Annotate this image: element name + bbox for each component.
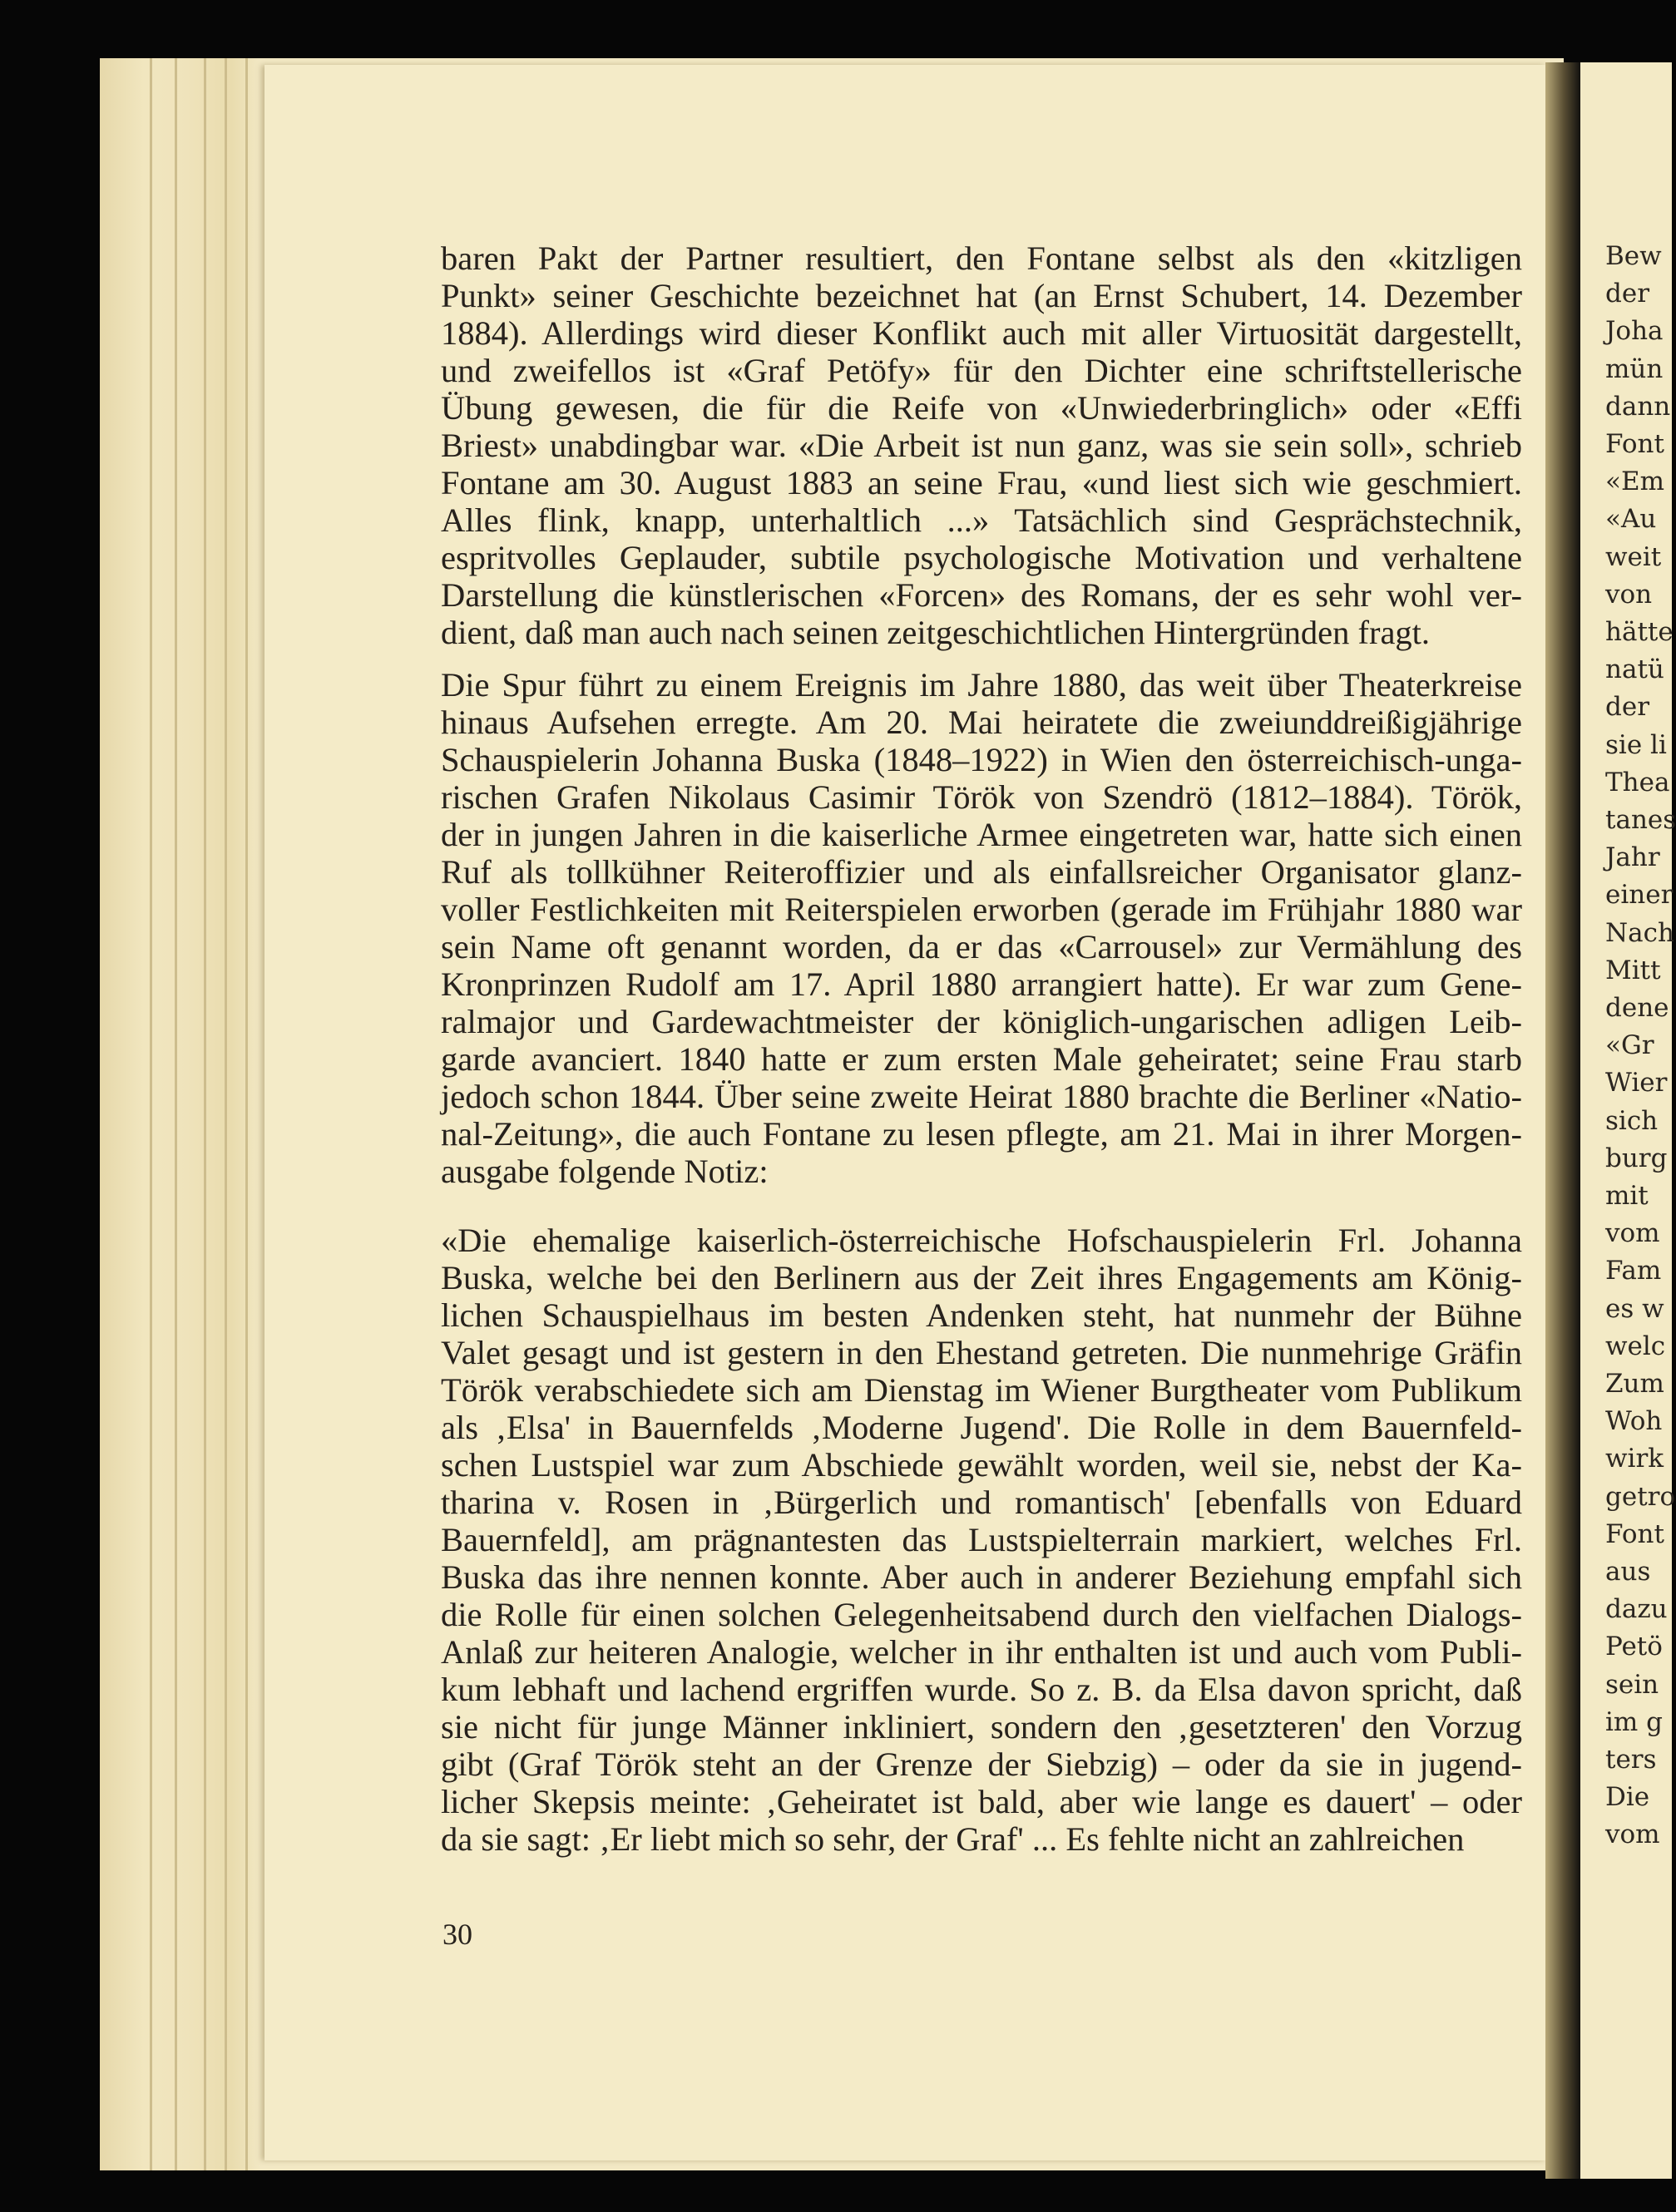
facing-page-text-fragment: vom (1605, 1819, 1660, 1850)
text-line: nal-Zeitung», die auch Fontane zu lesen pflegte, am 21. Mai in ihrer Morgen- (441, 1115, 1522, 1153)
facing-page-text-fragment: Zum (1605, 1369, 1664, 1399)
text-line: Ruf als tollkühner Reiteroffizier und als einfallsreicher Organisator glanz- (441, 853, 1522, 891)
facing-page-text-fragment: Petö (1605, 1632, 1663, 1662)
text-line: sie nicht für junge Männer inkliniert, sondern den ‚gesetzteren' den Vorzug (441, 1708, 1522, 1745)
text-line: Anlaß zur heiteren Analogie, welcher in ihr enthalten ist und auch vom Publi- (441, 1633, 1522, 1671)
text-line: dient, daß man auch nach seinen zeitgeschichtlichen Hintergründen fragt. (441, 614, 1431, 651)
facing-page-text-fragment: Font (1605, 429, 1664, 459)
facing-page-text-fragment: «Au (1605, 504, 1657, 535)
facing-page-text-fragment: mit (1605, 1181, 1649, 1211)
facing-page-text-fragment: wirk (1605, 1444, 1664, 1474)
text-line: «Die ehemalige kaiserlich-österreichische Hofschauspielerin Frl. Johanna (441, 1222, 1522, 1259)
facing-page-text-fragment: im g (1605, 1706, 1664, 1737)
facing-page-text-fragment: getro (1605, 1481, 1676, 1512)
text-line: ausgabe folgende Notiz: (441, 1153, 769, 1190)
text-line: Valet gesagt und ist gestern in den Ehestand getreten. Die nunmehrige Gräfin (441, 1334, 1522, 1371)
text-line: Bauernfeld], am prägnantesten das Lustspielterrain markiert, welches Frl. (441, 1521, 1522, 1558)
text-line: der in jungen Jahren in die kaiserliche Armee eingetreten war, hatte sich einen (441, 816, 1522, 853)
text-line: sein Name oft genannt worden, da er das «Carrousel» zur Vermählung des (441, 928, 1522, 965)
text-line: Übung gewesen, die für die Reife von «Unwiederbringlich» oder «Effi (441, 389, 1522, 427)
facing-page-text-fragment: dazu (1605, 1594, 1668, 1625)
text-line: rischen Grafen Nikolaus Casimir Török von Szendrö (1812–1884). Török, (441, 778, 1522, 816)
text-line: baren Pakt der Partner resultiert, den Fontane selbst als den «kitzligen (441, 239, 1522, 277)
text-line: jedoch schon 1844. Über seine zweite Heirat 1880 brachte die Berliner «Natio- (441, 1078, 1522, 1115)
facing-page-text-fragment: sie li (1605, 729, 1667, 760)
text-line: Die Spur führt zu einem Ereignis im Jahre 1880, das weit über Theaterkreise (441, 666, 1522, 704)
facing-page-text-fragment: Wier (1605, 1068, 1668, 1099)
text-line: lichen Schauspielhaus im besten Andenken steht, hat nunmehr der Bühne (441, 1296, 1522, 1334)
text-line: 1884). Allerdings wird dieser Konflikt auch mit aller Virtuosität dargestellt, (441, 314, 1522, 352)
facing-page-text-fragment: der (1605, 279, 1650, 309)
text-line: gibt (Graf Török steht an der Grenze der Siebzig) – oder da sie in jugend- (441, 1745, 1522, 1783)
facing-page-text-fragment: Jahr (1605, 842, 1660, 873)
facing-page-text-fragment: Thea (1605, 767, 1670, 797)
text-line: schen Lustspiel war zum Abschiede gewählt worden, weil sie, nebst der Ka- (441, 1446, 1522, 1484)
text-line: ralmajor und Gardewachtmeister der königlich-ungarischen adligen Leib- (441, 1003, 1522, 1040)
facing-page-text-fragment: tanes (1605, 805, 1676, 835)
text-line: da sie sagt: ‚Er liebt mich so sehr, der Graf' ... Es fehlte nicht an zahlreichen (441, 1820, 1465, 1858)
text-line: hinaus Aufsehen erregte. Am 20. Mai heiratete die zweiunddreißigjährige (441, 704, 1522, 741)
facing-page-text-fragment: aus (1605, 1557, 1651, 1587)
facing-page-text-fragment: ters (1605, 1745, 1657, 1775)
page-edge (204, 58, 206, 2170)
text-line: Török verabschiedete sich am Dienstag im Wiener Burgtheater vom Publikum (441, 1371, 1522, 1409)
page-number: 30 (442, 1918, 472, 1951)
facing-page-text-fragment: Die (1605, 1782, 1650, 1813)
facing-page-text-fragment: es w (1605, 1293, 1664, 1324)
facing-page-text-fragment: einer (1605, 880, 1674, 911)
text-line: garde avanciert. 1840 hatte er zum ersten Male geheiratet; seine Frau starb (441, 1040, 1522, 1078)
facing-page-text-fragment: Joha (1605, 316, 1664, 347)
text-line: Buska das ihre nennen konnte. Aber auch in anderer Beziehung empfahl sich (441, 1558, 1522, 1596)
facing-page-text-fragment: von (1605, 579, 1653, 610)
page-edge (150, 58, 152, 2170)
facing-page-text-fragment: sein (1605, 1669, 1659, 1700)
page-edge (225, 58, 227, 2170)
text-line: voller Festlichkeiten mit Reiterspielen erworben (gerade im Frühjahr 1880 war (441, 891, 1522, 928)
page-edge (175, 58, 177, 2170)
facing-page-text-fragment: Woh (1605, 1406, 1663, 1437)
facing-page-text-fragment: weit (1605, 541, 1662, 572)
facing-page-text-fragment: Nach (1605, 917, 1674, 948)
text-line: Fontane am 30. August 1883 an seine Frau, «und liest sich wie geschmiert. (441, 464, 1522, 501)
text-line: licher Skepsis meinte: ‚Geheiratet ist bald, aber wie lange es dauert' – oder (441, 1783, 1522, 1820)
facing-page-text-fragment: dene (1605, 993, 1669, 1023)
facing-page-text-fragment: burg (1605, 1143, 1668, 1173)
text-line: die Rolle für einen solchen Gelegenheitsabend durch den vielfachen Dialogs- (441, 1596, 1522, 1633)
text-line: Darstellung die künstlerischen «Forcen» des Romans, der es sehr wohl ver- (441, 576, 1522, 614)
page-edge (245, 58, 248, 2170)
facing-page-text-fragment: natü (1605, 654, 1664, 685)
facing-page-fragment (1580, 62, 1676, 2179)
text-line: Briest» unabdingbar war. «Die Arbeit ist nun ganz, was sie sein soll», schrieb (441, 427, 1522, 464)
paragraph (441, 666, 1522, 1190)
facing-page-text-fragment: Mitt (1605, 955, 1661, 985)
text-line: Buska, welche bei den Berlinern aus der Zeit ihres Engagements am König- (441, 1259, 1522, 1296)
facing-page-text-fragment: «Em (1605, 467, 1664, 497)
text-line: Punkt» seiner Geschichte bezeichnet hat (an Ernst Schubert, 14. Dezember (441, 277, 1522, 314)
facing-page-text-fragment: Font (1605, 1518, 1664, 1549)
facing-page-text-fragment: mün (1605, 353, 1664, 384)
paragraph (441, 1222, 1522, 1858)
text-line: Schauspielerin Johanna Buska (1848–1922) in Wien den österreichisch-unga- (441, 741, 1522, 778)
text-line: Kronprinzen Rudolf am 17. April 1880 arrangiert hatte). Er war zum Gene- (441, 965, 1522, 1003)
page-body-text (441, 239, 1522, 1858)
facing-page-text-fragment: vom (1605, 1218, 1660, 1249)
facing-page-text-fragment: Fam (1605, 1256, 1662, 1286)
facing-page-text-fragment: dann (1605, 391, 1671, 422)
book-gutter (1545, 62, 1582, 2179)
text-line: und zweifellos ist «Graf Petöfy» für den Dichter eine schriftstellerische (441, 352, 1522, 389)
facing-page-text-fragment: «Gr (1605, 1030, 1654, 1061)
text-line: kum lebhaft und lachend ergriffen wurde. So z. B. da Elsa davon spricht, daß (441, 1671, 1522, 1708)
facing-page-text-fragment: sich (1605, 1105, 1659, 1136)
facing-page-text-fragment: Bew (1605, 241, 1662, 271)
text-line: espritvolles Geplauder, subtile psychologische Motivation und verhaltene (441, 539, 1522, 576)
text-line: Alles flink, knapp, unterhaltlich ...» Tatsächlich sind Gesprächstechnik, (441, 501, 1522, 539)
facing-page-text-fragment: welc (1605, 1331, 1666, 1361)
paragraph (441, 239, 1522, 651)
text-line: tharina v. Rosen in ‚Bürgerlich und romantisch' [ebenfalls von Eduard (441, 1484, 1522, 1521)
facing-page-text-fragment: der (1605, 692, 1650, 723)
text-line: als ‚Elsa' in Bauernfelds ‚Moderne Jugend'. Die Rolle in dem Bauernfeld- (441, 1409, 1522, 1446)
facing-page-text-fragment: hätte (1605, 617, 1674, 647)
